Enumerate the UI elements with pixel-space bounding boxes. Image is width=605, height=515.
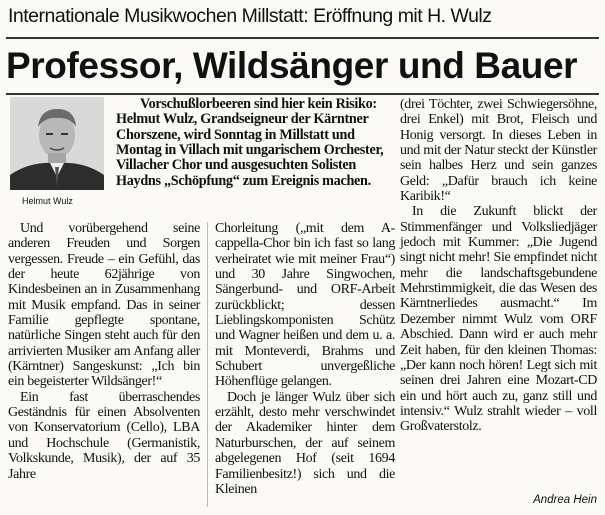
body-column-2 [215, 221, 395, 497]
author-byline: Andrea Hein [533, 494, 597, 506]
paragraph: (drei Töchter, zwei Schwiegersöhne, drei Enkel) mit Brot, Fleisch und Honig versorgt. In dieses Leben in und mit der Natur steckt der Künstler sein halbes Herz und sein ganzes Geld: „Dafür brauch ich keine Karibik!“ [400, 97, 597, 205]
paragraph: Chorleitung („mit dem A-cappella-Chor bin ich fast so lang verheiratet wie mit meiner Frau“) und 30 Jahre Singwochen, Sängerbund- und ORF-Arbeit zurückblickt; dessen Lieblingskomponisten Schütz und Wagner heißen und dem u. a. mit Monteverdi, Brahms und Schubert unvergeßliche Höhenflüge gelangen. [215, 221, 395, 390]
lead-paragraph [116, 97, 393, 189]
portrait-photo [10, 97, 104, 190]
headline-rule [6, 93, 599, 95]
body-column-1 [8, 221, 200, 482]
lead-text: Vorschußlorbeeren sind hier kein Risiko: Helmut Wulz, Grandseigneur der Kärntner Chorszene, wird Sonntag in Millstatt und Montag in Villach mit ungarischem Orchester, Villacher Chor und ausgesuchten Solisten Haydns „Schöpfung“ zum Ereignis machen. [116, 96, 384, 189]
kicker-line: Internationale Musikwochen Millstatt: Eröffnung mit H. Wulz [8, 5, 492, 27]
headline: Professor, Wildsänger und Bauer [6, 45, 578, 86]
top-rule [6, 37, 599, 39]
paragraph: Und vorübergehend seine anderen Freuden und Sorgen vergessen. Freude – ein Gefühl, das der heute 62jährige von Kindesbeinen an in Zusammenhang mit Musik empfand. Das in seiner Familie gepflegte spontane, natürliche Singen steht auch für den arrivierten Musiker am Anfang aller (Kärntner) Sangeskunst: „Ich bin ein begeisterter Wildsänger!“ [8, 221, 200, 390]
paragraph: In die Zukunft blickt der Stimmenfänger und Volksliedjäger jedoch mit Kummer: „Die Jugend singt nicht mehr! Sie empfindet nicht mehr die landschaftsgebundene Mehrstimmigkeit, die das Wesen des Kärntnerliedes ausmacht.“ Im Dezember nimmt Wulz vom ORF Abschied. Dann wird er auch mehr Zeit haben, für den kleinen Thomas: „Der kann noch hören! Legt sich mit seinen drei Jahren eine Mozart-CD ein und hört auch zu, ganz still und intensiv.“ Wulz strahlt wieder – voll Großvaterstolz. [400, 204, 597, 435]
photo-caption: Helmut Wulz [22, 196, 73, 206]
paragraph: Doch je länger Wulz über sich erzählt, desto mehr verschwindet der Akademiker hinter dem Naturburschen, der auf seinem abgelegenen Hof (seit 1694 Familienbesitz!) sich und die Kleinen [215, 389, 395, 497]
paragraph: Ein fast überraschendes Geständnis für einen Absolventen von Konservatorium (Cello), LBA und Hochschule (Germanistik, Volkskunde, Musik), der auf 35 Jahre [8, 389, 200, 482]
portrait-icon [10, 97, 104, 190]
body-column-3 [400, 97, 597, 435]
column-divider [207, 222, 208, 507]
